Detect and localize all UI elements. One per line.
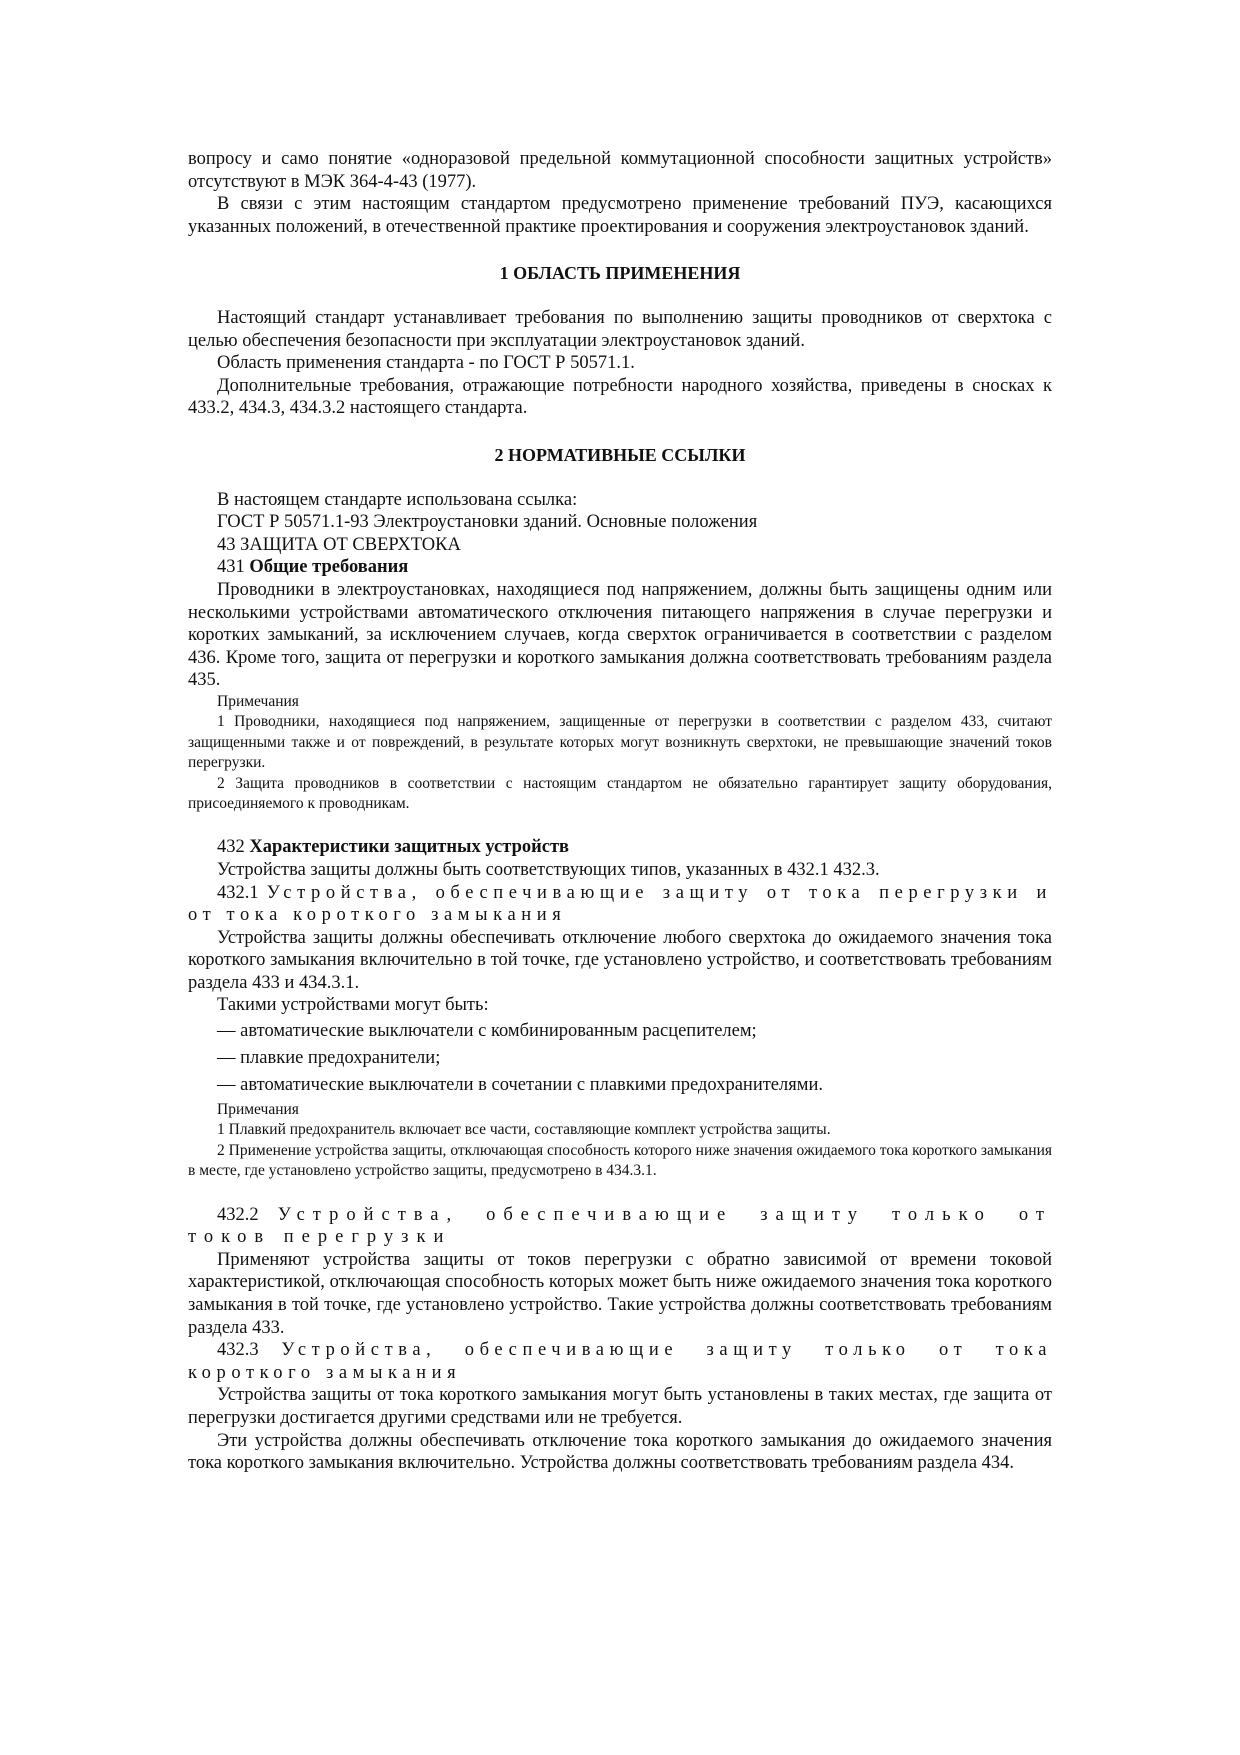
- section-431-title: Общие требования: [249, 557, 409, 578]
- section-432-2-number: 432.2: [217, 1204, 259, 1225]
- intro-paragraph-2: В связи с этим настоящим стандартом предусмотрено применение требований ПУЭ, касающихся указанных положений, в отечественной практике проектирования и сооружения электроустановок зданий.: [188, 194, 1052, 237]
- section-432-notes: [188, 1100, 1052, 1182]
- note-2: 2 Защита проводников в соответствии с настоящим стандартом не обязательно гарантирует защиту оборудования, присоединяемого к проводникам.: [188, 774, 1052, 812]
- section-432-2-title: Устройства, обеспечивающие защиту только от токов перегрузки: [188, 1204, 1053, 1248]
- section-432-3-number: 432.3: [217, 1340, 259, 1361]
- section-432-2-heading: [188, 1204, 1052, 1249]
- section-432-1-number: 432.1: [217, 882, 259, 903]
- section-432-2-paragraph: Применяют устройства защиты от токов перегрузки с обратно зависимой от времени токовой характеристикой, отключающая способность которых может быть ниже ожидаемого значения тока короткого замыкания в той точке, где установлено устройство. Такие устройства должны соответствовать требованиям раздела 433.: [188, 1249, 1052, 1338]
- section-2-paragraph-1: В настоящем стандарте использована ссылка:: [217, 489, 578, 510]
- list-item: — автоматические выключатели в сочетании с плавкими предохранителями.: [217, 1075, 823, 1096]
- section-432-3-paragraph-2: Эти устройства должны обеспечивать отключение тока короткого замыкания до ожидаемого значения тока короткого замыкания включительно. Устройства должны соответствовать требованиям раздела 434.: [188, 1430, 1052, 1474]
- note-1: 1 Плавкий предохранитель включает все части, составляющие комплект устройства защиты.: [217, 1121, 831, 1139]
- section-432-3-paragraph-1: Устройства защиты от тока короткого замыкания могут быть установлены в таких местах, где защита от перегрузки достигается другими средствами или не требуется.: [188, 1385, 1052, 1429]
- section-1-heading: 1 ОБЛАСТЬ ПРИМЕНЕНИЯ: [499, 263, 741, 284]
- note-1: 1 Проводники, находящиеся под напряжением, защищенные от перегрузки в соответствии с разделом 433, считают защищенными также и от повреждений, в результате которых могут возникнуть сверхтоки, не превышающие значений токов перегрузки.: [188, 713, 1052, 772]
- list-item: — плавкие предохранители;: [217, 1048, 441, 1069]
- section-431-paragraph: Проводники в электроустановках, находящиеся под напряжением, должны быть защищены одним или несколькими устройствами автоматического отключения питающего напряжения в случае перегрузки и коротких замыканий, за исключением случаев, когда сверхток ограничивается в соответствии с разделом 436. Кроме того, защита от перегрузки и короткого замыкания должна соответствовать требованиям раздела 435.: [188, 579, 1052, 691]
- document-page: [188, 148, 1052, 1475]
- section-431-number: 431: [217, 557, 245, 578]
- section-432-title: Характеристики защитных устройств: [249, 837, 570, 858]
- section-432-number: 432: [217, 837, 245, 858]
- intro-paragraph-1: вопросу и само понятие «одноразовой предельной коммутационной способности защитных устройств» отсутствуют в МЭК 364-4-43 (1977).: [188, 149, 1052, 192]
- section-2-heading: 2 НОРМАТИВНЫЕ ССЫЛКИ: [494, 444, 746, 465]
- note-2: 2 Применение устройства защиты, отключающая способность которого ниже значения ожидаемого тока короткого замыкания в месте, где установлено устройство защиты, предусмотрено в 434.3.1.: [188, 1141, 1052, 1180]
- section-431-notes: [188, 692, 1052, 814]
- section-432-1-paragraph-2: Такими устройствами могут быть:: [217, 995, 489, 1016]
- section-432-1-heading: [188, 882, 1052, 927]
- section-432-1-title: Устройства, обеспечивающие защиту от тока перегрузки и от тока короткого замыкания: [188, 882, 1053, 926]
- section-1-paragraph-2: Область применения стандарта - по ГОСТ Р 50571.1.: [217, 353, 635, 374]
- section-432-paragraph: Устройства защиты должны быть соответствующих типов, указанных в 432.1 432.3.: [217, 859, 880, 880]
- section-432-1-paragraph-1: Устройства защиты должны обеспечивать отключение любого сверхтока до ожидаемого значения тока короткого замыкания включительно в той точке, где установлено устройство, и соответствовать требованиям раздела 433 и 434.3.1.: [188, 927, 1052, 993]
- section-1-paragraph-1: Настоящий стандарт устанавливает требования по выполнению защиты проводников от сверхтока с целью обеспечения безопасности при эксплуатации электроустановок зданий.: [188, 307, 1052, 351]
- section-432-heading: [188, 836, 1052, 859]
- section-2-reference: ГОСТ Р 50571.1-93 Электроустановки зданий. Основные положения: [217, 512, 758, 533]
- notes-title: Примечания: [217, 1101, 299, 1119]
- section-432-3-heading: [188, 1339, 1052, 1384]
- section-431-heading: [188, 556, 1052, 579]
- notes-title: Примечания: [217, 692, 299, 710]
- section-432-3-title: Устройства, обеспечивающие защиту только от тока короткого замыкания: [188, 1340, 1053, 1383]
- section-1-paragraph-3: Дополнительные требования, отражающие потребности народного хозяйства, приведены в сносках к 433.2, 434.3, 434.3.2 настоящего стандарта.: [188, 375, 1052, 419]
- list-item: — автоматические выключатели с комбинированным расцепителем;: [217, 1021, 757, 1042]
- section-43-heading: 43 ЗАЩИТА ОТ СВЕРХТОКА: [217, 534, 461, 555]
